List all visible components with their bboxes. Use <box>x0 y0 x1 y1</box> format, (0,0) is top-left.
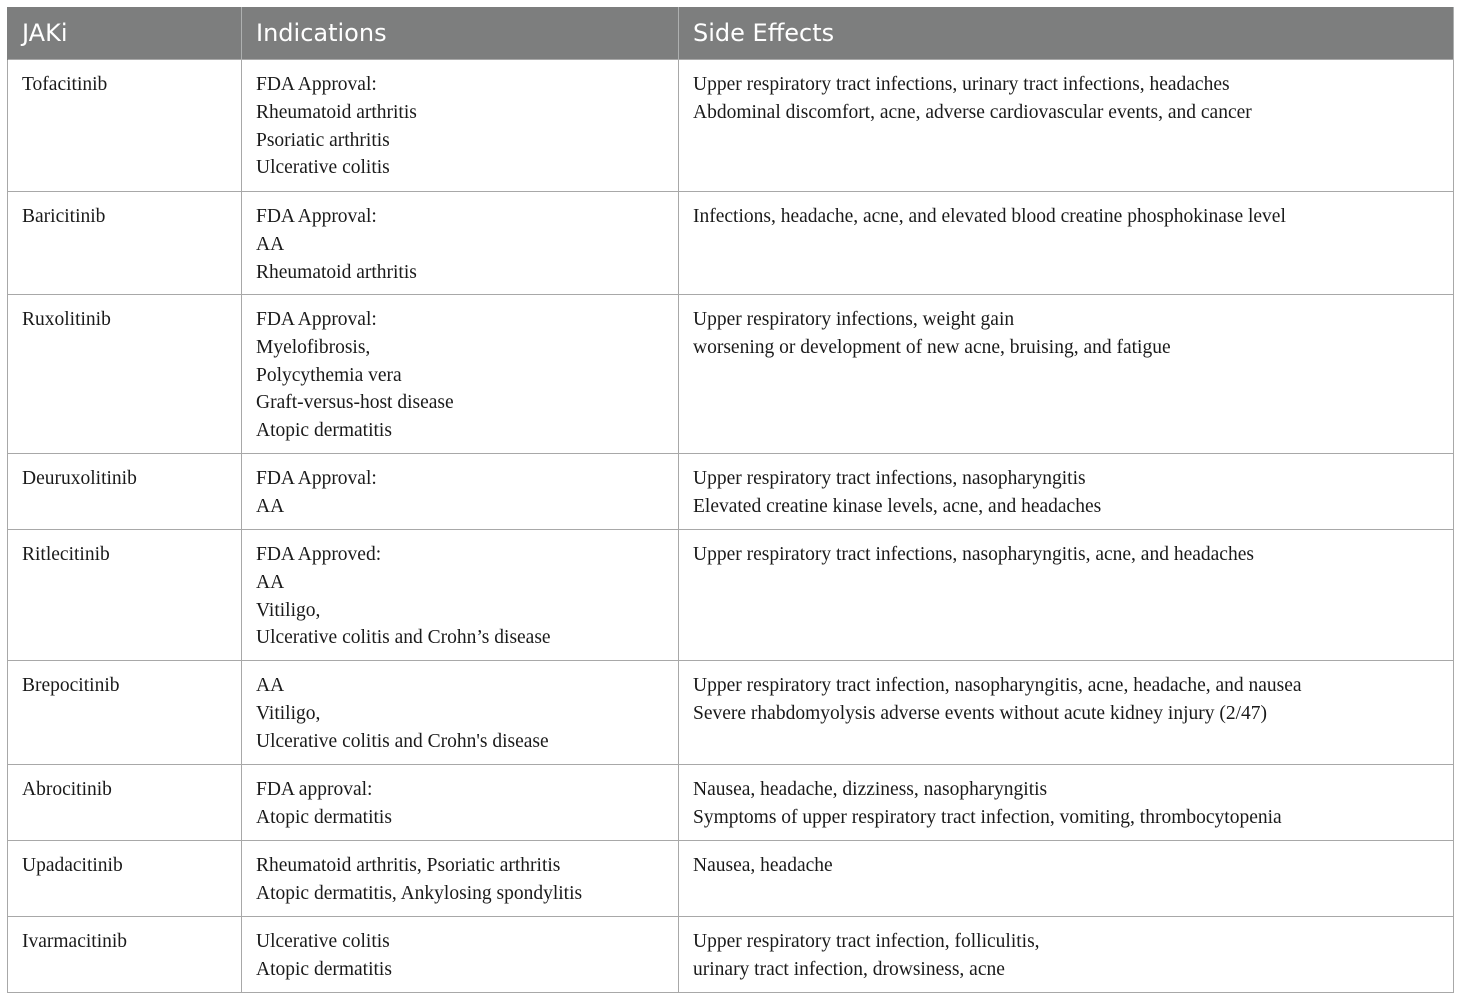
drug-name: Baricitinib <box>22 206 106 227</box>
side-effect-line: Nausea, headache, dizziness, nasopharyngitis <box>693 779 1048 800</box>
indication-line: Rheumatoid arthritis <box>256 101 417 123</box>
indications-cell <box>242 917 679 993</box>
side-effects-cell <box>679 60 1454 192</box>
header-indications: Indications <box>242 7 679 60</box>
side-effect-line: Symptoms of upper respiratory tract infection, vomiting, thrombocytopenia <box>693 806 1282 828</box>
indication-line: Myelofibrosis, <box>256 336 371 358</box>
indication-line: Ulcerative colitis <box>256 931 390 952</box>
drug-name: Upadacitinib <box>22 855 123 876</box>
indication-line: FDA Approval: <box>256 74 377 95</box>
side-effect-line: Severe rhabdomyolysis adverse events without acute kidney injury (2/47) <box>693 702 1268 724</box>
drug-name: Abrocitinib <box>22 779 112 800</box>
table-row <box>8 841 1454 917</box>
header-row <box>8 7 1454 60</box>
drug-cell <box>8 661 242 765</box>
jaki-table <box>7 7 1454 993</box>
table-header <box>8 7 1454 60</box>
indications-cell <box>242 530 679 661</box>
indication-line: Atopic dermatitis <box>256 806 392 828</box>
indications-cell <box>242 192 679 295</box>
side-effects-cell <box>679 765 1454 841</box>
indications-cell <box>242 765 679 841</box>
side-effects-cell <box>679 917 1454 993</box>
header-side-effects: Side Effects <box>679 7 1454 60</box>
indication-line: Ulcerative colitis and Crohn's disease <box>256 730 549 752</box>
drug-cell <box>8 192 242 295</box>
indications-cell <box>242 295 679 454</box>
drug-cell <box>8 295 242 454</box>
side-effects-cell <box>679 454 1454 530</box>
drug-name: Ruxolitinib <box>22 309 111 330</box>
side-effects-cell <box>679 661 1454 765</box>
indication-line: FDA Approval: <box>256 206 377 227</box>
indication-line: Vitiligo, <box>256 599 321 621</box>
side-effect-line: worsening or development of new acne, bruising, and fatigue <box>693 336 1171 358</box>
indication-line: FDA Approval: <box>256 309 377 330</box>
drug-cell <box>8 841 242 917</box>
indication-line: Polycythemia vera <box>256 364 402 386</box>
header-jaki: JAKi <box>8 7 242 60</box>
side-effects-cell <box>679 192 1454 295</box>
table-row <box>8 661 1454 765</box>
indication-line: Atopic dermatitis, Ankylosing spondylitis <box>256 882 583 904</box>
drug-cell <box>8 765 242 841</box>
indications-cell <box>242 841 679 917</box>
indication-line: Ulcerative colitis <box>256 157 390 179</box>
drug-name: Deuruxolitinib <box>22 468 137 489</box>
side-effect-line: Nausea, headache <box>693 855 833 876</box>
indication-line: FDA approval: <box>256 779 373 800</box>
indication-line: AA <box>256 233 285 255</box>
indication-line: Rheumatoid arthritis, Psoriatic arthritis <box>256 855 561 876</box>
side-effect-line: Upper respiratory tract infections, nasopharyngitis, acne, and headaches <box>693 544 1254 565</box>
side-effect-line: Upper respiratory tract infection, folliculitis, <box>693 931 1040 952</box>
indications-cell <box>242 454 679 530</box>
table-body <box>8 60 1454 993</box>
indication-line: AA <box>256 495 285 517</box>
indication-line: Atopic dermatitis <box>256 420 392 442</box>
drug-cell <box>8 530 242 661</box>
side-effect-line: Upper respiratory tract infections, urinary tract infections, headaches <box>693 74 1230 95</box>
table-row <box>8 60 1454 192</box>
indication-line: Psoriatic arthritis <box>256 129 390 151</box>
drug-cell <box>8 917 242 993</box>
drug-name: Ivarmacitinib <box>22 931 128 952</box>
drug-name: Ritlecitinib <box>22 544 110 565</box>
table-row <box>8 192 1454 295</box>
indication-line: FDA Approval: <box>256 468 377 489</box>
side-effects-cell <box>679 530 1454 661</box>
indication-line: Vitiligo, <box>256 702 321 724</box>
side-effect-line: urinary tract infection, drowsiness, acne <box>693 958 1005 980</box>
table-row <box>8 295 1454 454</box>
side-effect-line: Upper respiratory tract infections, nasopharyngitis <box>693 468 1086 489</box>
side-effect-line: Elevated creatine kinase levels, acne, and headaches <box>693 495 1102 517</box>
side-effect-line: Infections, headache, acne, and elevated blood creatine phosphokinase level <box>693 206 1286 227</box>
indication-line: AA <box>256 571 285 593</box>
drug-name: Tofacitinib <box>22 74 108 95</box>
indications-cell <box>242 661 679 765</box>
side-effect-line: Upper respiratory infections, weight gain <box>693 309 1015 330</box>
table-row <box>8 454 1454 530</box>
side-effect-line: Abdominal discomfort, acne, adverse cardiovascular events, and cancer <box>693 101 1252 123</box>
drug-cell <box>8 454 242 530</box>
drug-cell <box>8 60 242 192</box>
indications-cell <box>242 60 679 192</box>
table-row <box>8 765 1454 841</box>
side-effects-cell <box>679 295 1454 454</box>
indication-line: FDA Approved: <box>256 544 382 565</box>
indication-line: Rheumatoid arthritis <box>256 261 417 283</box>
indication-line: Graft-versus-host disease <box>256 392 454 414</box>
indication-line: Ulcerative colitis and Crohn’s disease <box>256 627 551 649</box>
indication-line: Atopic dermatitis <box>256 958 392 980</box>
side-effects-cell <box>679 841 1454 917</box>
drug-name: Brepocitinib <box>22 675 120 696</box>
table-row <box>8 917 1454 993</box>
jaki-table-container <box>7 7 1453 993</box>
table-row <box>8 530 1454 661</box>
side-effect-line: Upper respiratory tract infection, nasopharyngitis, acne, headache, and nausea <box>693 675 1302 696</box>
indication-line: AA <box>256 675 285 696</box>
